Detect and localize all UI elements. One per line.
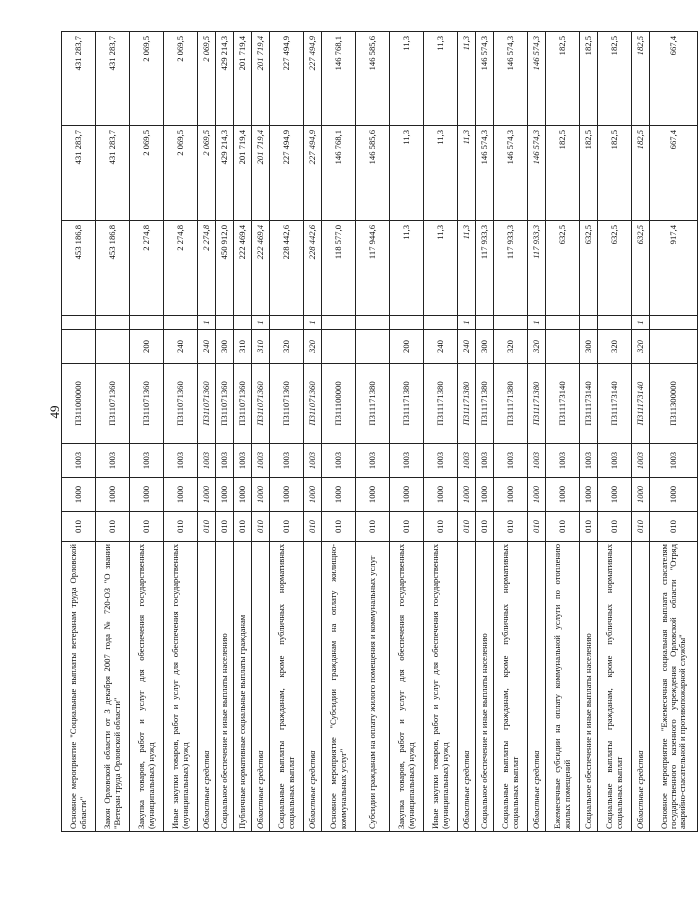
row-name-cell: Закупка товаров, работ и услуг для обеспечения государственных (муниципальных) нужд	[390, 542, 424, 832]
target-article-cell: П311071360	[96, 364, 130, 444]
target-article-cell: П311100000	[322, 364, 356, 444]
amount-year2-cell: 227 494,9	[270, 126, 304, 221]
amount-year3-cell: 146 574,3	[494, 32, 528, 126]
section-code-cell: 1000	[164, 478, 198, 512]
amount-year2-cell: 227 494,9	[304, 126, 322, 221]
section-code-cell: 1000	[476, 478, 494, 512]
table-body	[62, 32, 698, 832]
amount-year3-cell: 182,5	[632, 32, 650, 126]
row-name-cell: Субсидии гражданам на оплату жилого помещения и коммунальных услуг	[356, 542, 390, 832]
expense-type-cell: 320	[528, 330, 546, 364]
funding-mark-cell: 1	[304, 316, 322, 330]
row-name-cell: Социальное обеспечение и иные выплаты населению	[216, 542, 234, 832]
amount-year1-cell: 632,5	[546, 221, 580, 316]
amount-year2-cell: 11,3	[390, 126, 424, 221]
amount-year1-cell: 2 274,8	[130, 221, 164, 316]
subsection-code-cell: 1003	[164, 444, 198, 478]
target-article-cell: П311171380	[494, 364, 528, 444]
section-code-cell: 1000	[130, 478, 164, 512]
subsection-code-cell: 1003	[424, 444, 458, 478]
expense-type-cell: 320	[632, 330, 650, 364]
amount-year1-cell: 117 933,3	[528, 221, 546, 316]
section-code-cell: 1000	[322, 478, 356, 512]
subsection-code-cell: 1003	[476, 444, 494, 478]
amount-year3-cell: 11,3	[458, 32, 476, 126]
row-name-cell: Областные средства	[252, 542, 270, 832]
expense-type-cell: 240	[458, 330, 476, 364]
expense-type-cell	[650, 330, 698, 364]
grbs-code-cell: 010	[198, 512, 216, 542]
row-name-cell: Областные средства	[632, 542, 650, 832]
target-article-cell: П311000000	[62, 364, 96, 444]
expense-type-cell	[322, 330, 356, 364]
amount-year3-cell: 667,4	[650, 32, 698, 126]
target-article-cell: П311173140	[580, 364, 598, 444]
table-row	[62, 32, 96, 832]
target-article-cell: П311171380	[356, 364, 390, 444]
row-name-cell: Публичные нормативные социальные выплаты гражданам	[234, 542, 252, 832]
amount-year2-cell: 182,5	[632, 126, 650, 221]
target-article-cell: П311071360	[198, 364, 216, 444]
funding-mark-cell	[96, 316, 130, 330]
amount-year2-cell: 201 719,4	[252, 126, 270, 221]
amount-year1-cell: 450 912,0	[216, 221, 234, 316]
amount-year1-cell: 632,5	[632, 221, 650, 316]
row-name-cell: Основное мероприятие "Ежемесячная социальная выплата спасателям государственного казенного учреждения Орловской области "Отряд аварийно-спасательной и противопожарной службы"	[650, 542, 698, 832]
section-code-cell: 1000	[216, 478, 234, 512]
amount-year3-cell: 431 283,7	[96, 32, 130, 126]
funding-mark-cell	[234, 316, 252, 330]
expense-type-cell: 320	[304, 330, 322, 364]
amount-year2-cell: 431 283,7	[62, 126, 96, 221]
section-code-cell: 1000	[270, 478, 304, 512]
section-code-cell: 1000	[96, 478, 130, 512]
table-row	[580, 32, 598, 832]
target-article-cell: П311171380	[390, 364, 424, 444]
amount-year3-cell: 201 719,4	[252, 32, 270, 126]
table-row	[96, 32, 130, 832]
row-name-cell: Ежемесячные субсидии на оплату коммунальной услуги по отоплению жилых помещений	[546, 542, 580, 832]
table-row	[304, 32, 322, 832]
section-code-cell: 1000	[528, 478, 546, 512]
amount-year3-cell: 429 214,3	[216, 32, 234, 126]
amount-year2-cell: 146 574,3	[494, 126, 528, 221]
amount-year2-cell: 431 283,7	[96, 126, 130, 221]
row-name-cell: Областные средства	[304, 542, 322, 832]
amount-year1-cell: 453 186,8	[96, 221, 130, 316]
section-code-cell: 1000	[252, 478, 270, 512]
subsection-code-cell: 1003	[304, 444, 322, 478]
grbs-code-cell: 010	[580, 512, 598, 542]
grbs-code-cell: 010	[270, 512, 304, 542]
funding-mark-cell	[130, 316, 164, 330]
budget-table-rotated	[61, 32, 687, 832]
target-article-cell: П311071360	[304, 364, 322, 444]
page-number: 49	[47, 405, 62, 419]
table-row	[198, 32, 216, 832]
expense-type-cell: 200	[390, 330, 424, 364]
subsection-code-cell: 1003	[546, 444, 580, 478]
amount-year2-cell: 11,3	[424, 126, 458, 221]
table-row	[598, 32, 632, 832]
amount-year3-cell: 2 069,5	[198, 32, 216, 126]
table-row	[164, 32, 198, 832]
funding-mark-cell: 1	[528, 316, 546, 330]
amount-year2-cell: 182,5	[598, 126, 632, 221]
row-name-cell: Основное мероприятие "Социальные выплаты ветеранам труда Орловской области"	[62, 542, 96, 832]
section-code-cell: 1000	[632, 478, 650, 512]
amount-year3-cell: 2 069,5	[164, 32, 198, 126]
amount-year1-cell: 228 442,6	[304, 221, 322, 316]
amount-year2-cell: 2 069,5	[130, 126, 164, 221]
amount-year1-cell: 2 274,8	[164, 221, 198, 316]
expense-type-cell	[546, 330, 580, 364]
amount-year2-cell: 146 574,3	[528, 126, 546, 221]
funding-mark-cell	[62, 316, 96, 330]
funding-mark-cell	[424, 316, 458, 330]
grbs-code-cell: 010	[252, 512, 270, 542]
funding-mark-cell: 1	[632, 316, 650, 330]
subsection-code-cell: 1003	[390, 444, 424, 478]
amount-year2-cell: 146 768,1	[322, 126, 356, 221]
expense-type-cell: 240	[424, 330, 458, 364]
table-row	[528, 32, 546, 832]
funding-mark-cell: 1	[198, 316, 216, 330]
amount-year1-cell: 118 577,0	[322, 221, 356, 316]
grbs-code-cell: 010	[390, 512, 424, 542]
expense-type-cell: 320	[598, 330, 632, 364]
grbs-code-cell: 010	[632, 512, 650, 542]
amount-year1-cell: 11,3	[458, 221, 476, 316]
amount-year3-cell: 182,5	[598, 32, 632, 126]
amount-year3-cell: 146 574,3	[476, 32, 494, 126]
table-row	[322, 32, 356, 832]
amount-year3-cell: 11,3	[424, 32, 458, 126]
target-article-cell: П311173140	[598, 364, 632, 444]
section-code-cell: 1000	[304, 478, 322, 512]
target-article-cell: П311173140	[632, 364, 650, 444]
table-row	[632, 32, 650, 832]
section-code-cell: 1000	[458, 478, 476, 512]
amount-year3-cell: 182,5	[546, 32, 580, 126]
section-code-cell: 1000	[546, 478, 580, 512]
subsection-code-cell: 1003	[494, 444, 528, 478]
subsection-code-cell: 1003	[632, 444, 650, 478]
amount-year1-cell: 222 469,4	[234, 221, 252, 316]
funding-mark-cell	[322, 316, 356, 330]
subsection-code-cell: 1003	[580, 444, 598, 478]
subsection-code-cell: 1003	[130, 444, 164, 478]
amount-year2-cell: 146 585,6	[356, 126, 390, 221]
grbs-code-cell: 010	[476, 512, 494, 542]
section-code-cell: 1000	[494, 478, 528, 512]
grbs-code-cell: 010	[650, 512, 698, 542]
row-name-cell: Иные закупки товаров, работ и услуг для обеспечения государственных (муниципальных) нужд	[424, 542, 458, 832]
funding-mark-cell	[356, 316, 390, 330]
section-code-cell: 1000	[198, 478, 216, 512]
expense-type-cell	[62, 330, 96, 364]
subsection-code-cell: 1003	[322, 444, 356, 478]
target-article-cell: П311071360	[234, 364, 252, 444]
target-article-cell: П311173140	[546, 364, 580, 444]
section-code-cell: 1000	[650, 478, 698, 512]
target-article-cell: П311071360	[216, 364, 234, 444]
row-name-cell: Основное мероприятие "Субсидии гражданам на оплату жилищно-коммунальных услуг"	[322, 542, 356, 832]
row-name-cell: Социальные выплаты гражданам, кроме публичных нормативных социальных выплат	[598, 542, 632, 832]
amount-year2-cell: 429 214,3	[216, 126, 234, 221]
subsection-code-cell: 1003	[270, 444, 304, 478]
amount-year1-cell: 2 274,8	[198, 221, 216, 316]
subsection-code-cell: 1003	[598, 444, 632, 478]
funding-mark-cell	[164, 316, 198, 330]
target-article-cell: П311071360	[270, 364, 304, 444]
section-code-cell: 1000	[424, 478, 458, 512]
row-name-cell: Областные средства	[528, 542, 546, 832]
target-article-cell: П311071360	[252, 364, 270, 444]
amount-year2-cell: 2 069,5	[198, 126, 216, 221]
budget-table	[61, 31, 698, 832]
amount-year1-cell: 917,4	[650, 221, 698, 316]
amount-year3-cell: 431 283,7	[62, 32, 96, 126]
subsection-code-cell: 1003	[458, 444, 476, 478]
table-row	[494, 32, 528, 832]
expense-type-cell: 240	[164, 330, 198, 364]
grbs-code-cell: 010	[546, 512, 580, 542]
funding-mark-cell	[270, 316, 304, 330]
funding-mark-cell: 1	[458, 316, 476, 330]
table-row	[458, 32, 476, 832]
grbs-code-cell: 010	[234, 512, 252, 542]
subsection-code-cell: 1003	[234, 444, 252, 478]
row-name-cell: Областные средства	[458, 542, 476, 832]
row-name-cell: Социальные выплаты гражданам, кроме публичных нормативных социальных выплат	[494, 542, 528, 832]
target-article-cell: П311171380	[528, 364, 546, 444]
target-article-cell: П311171380	[458, 364, 476, 444]
amount-year2-cell: 182,5	[580, 126, 598, 221]
target-article-cell: П311171380	[476, 364, 494, 444]
grbs-code-cell: 010	[62, 512, 96, 542]
grbs-code-cell: 010	[130, 512, 164, 542]
expense-type-cell: 320	[494, 330, 528, 364]
expense-type-cell: 240	[198, 330, 216, 364]
amount-year1-cell: 632,5	[580, 221, 598, 316]
amount-year3-cell: 146 768,1	[322, 32, 356, 126]
expense-type-cell: 200	[130, 330, 164, 364]
expense-type-cell: 300	[216, 330, 234, 364]
expense-type-cell	[356, 330, 390, 364]
amount-year2-cell: 11,3	[458, 126, 476, 221]
table-row	[390, 32, 424, 832]
amount-year1-cell: 11,3	[424, 221, 458, 316]
funding-mark-cell	[546, 316, 580, 330]
amount-year1-cell: 453 186,8	[62, 221, 96, 316]
amount-year2-cell: 667,4	[650, 126, 698, 221]
amount-year1-cell: 117 944,6	[356, 221, 390, 316]
table-row	[476, 32, 494, 832]
amount-year1-cell: 117 933,3	[494, 221, 528, 316]
amount-year3-cell: 201 719,4	[234, 32, 252, 126]
amount-year3-cell: 11,3	[390, 32, 424, 126]
table-row	[650, 32, 698, 832]
amount-year3-cell: 146 574,3	[528, 32, 546, 126]
subsection-code-cell: 1003	[252, 444, 270, 478]
grbs-code-cell: 010	[494, 512, 528, 542]
grbs-code-cell: 010	[598, 512, 632, 542]
row-name-cell: Областные средства	[198, 542, 216, 832]
subsection-code-cell: 1003	[216, 444, 234, 478]
row-name-cell: Социальное обеспечение и иные выплаты населению	[476, 542, 494, 832]
amount-year3-cell: 227 494,9	[304, 32, 322, 126]
amount-year1-cell: 11,3	[390, 221, 424, 316]
amount-year2-cell: 201 719,4	[234, 126, 252, 221]
row-name-cell: Иные закупки товаров, работ и услуг для обеспечения государственных (муниципальных) нужд	[164, 542, 198, 832]
target-article-cell: П311071360	[164, 364, 198, 444]
table-row	[270, 32, 304, 832]
grbs-code-cell: 010	[458, 512, 476, 542]
subsection-code-cell: 1003	[528, 444, 546, 478]
grbs-code-cell: 010	[528, 512, 546, 542]
target-article-cell: П311171380	[424, 364, 458, 444]
subsection-code-cell: 1003	[62, 444, 96, 478]
section-code-cell: 1000	[234, 478, 252, 512]
row-name-cell: Социальное обеспечение и иные выплаты населению	[580, 542, 598, 832]
expense-type-cell: 300	[476, 330, 494, 364]
section-code-cell: 1000	[390, 478, 424, 512]
section-code-cell: 1000	[580, 478, 598, 512]
funding-mark-cell	[216, 316, 234, 330]
table-row	[216, 32, 234, 832]
expense-type-cell: 310	[234, 330, 252, 364]
subsection-code-cell: 1003	[96, 444, 130, 478]
subsection-code-cell: 1003	[356, 444, 390, 478]
grbs-code-cell: 010	[356, 512, 390, 542]
expense-type-cell: 310	[252, 330, 270, 364]
amount-year2-cell: 146 574,3	[476, 126, 494, 221]
target-article-cell: П311071360	[130, 364, 164, 444]
expense-type-cell	[96, 330, 130, 364]
table-row	[546, 32, 580, 832]
funding-mark-cell	[476, 316, 494, 330]
amount-year1-cell: 222 469,4	[252, 221, 270, 316]
grbs-code-cell: 010	[164, 512, 198, 542]
funding-mark-cell	[580, 316, 598, 330]
grbs-code-cell: 010	[304, 512, 322, 542]
section-code-cell: 1000	[62, 478, 96, 512]
amount-year3-cell: 227 494,9	[270, 32, 304, 126]
funding-mark-cell	[494, 316, 528, 330]
table-row	[424, 32, 458, 832]
table-row	[234, 32, 252, 832]
section-code-cell: 1000	[356, 478, 390, 512]
amount-year3-cell: 146 585,6	[356, 32, 390, 126]
subsection-code-cell: 1003	[198, 444, 216, 478]
grbs-code-cell: 010	[424, 512, 458, 542]
funding-mark-cell	[650, 316, 698, 330]
funding-mark-cell	[390, 316, 424, 330]
table-row	[130, 32, 164, 832]
table-row	[252, 32, 270, 832]
amount-year1-cell: 632,5	[598, 221, 632, 316]
row-name-cell: Социальные выплаты гражданам, кроме публичных нормативных социальных выплат	[270, 542, 304, 832]
amount-year2-cell: 2 069,5	[164, 126, 198, 221]
row-name-cell: Закон Орловской области от 3 декабря 2007 года № 720-ОЗ "О звании "Ветеран труда Орловской области"	[96, 542, 130, 832]
grbs-code-cell: 010	[322, 512, 356, 542]
subsection-code-cell: 1003	[650, 444, 698, 478]
funding-mark-cell	[598, 316, 632, 330]
amount-year3-cell: 2 069,5	[130, 32, 164, 126]
row-name-cell: Закупка товаров, работ и услуг для обеспечения государственных (муниципальных) нужд	[130, 542, 164, 832]
target-article-cell: П311300000	[650, 364, 698, 444]
amount-year1-cell: 228 442,6	[270, 221, 304, 316]
amount-year2-cell: 182,5	[546, 126, 580, 221]
grbs-code-cell: 010	[96, 512, 130, 542]
funding-mark-cell: 1	[252, 316, 270, 330]
table-row	[356, 32, 390, 832]
expense-type-cell: 320	[270, 330, 304, 364]
section-code-cell: 1000	[598, 478, 632, 512]
grbs-code-cell: 010	[216, 512, 234, 542]
amount-year1-cell: 117 933,3	[476, 221, 494, 316]
expense-type-cell: 300	[580, 330, 598, 364]
amount-year3-cell: 182,5	[580, 32, 598, 126]
